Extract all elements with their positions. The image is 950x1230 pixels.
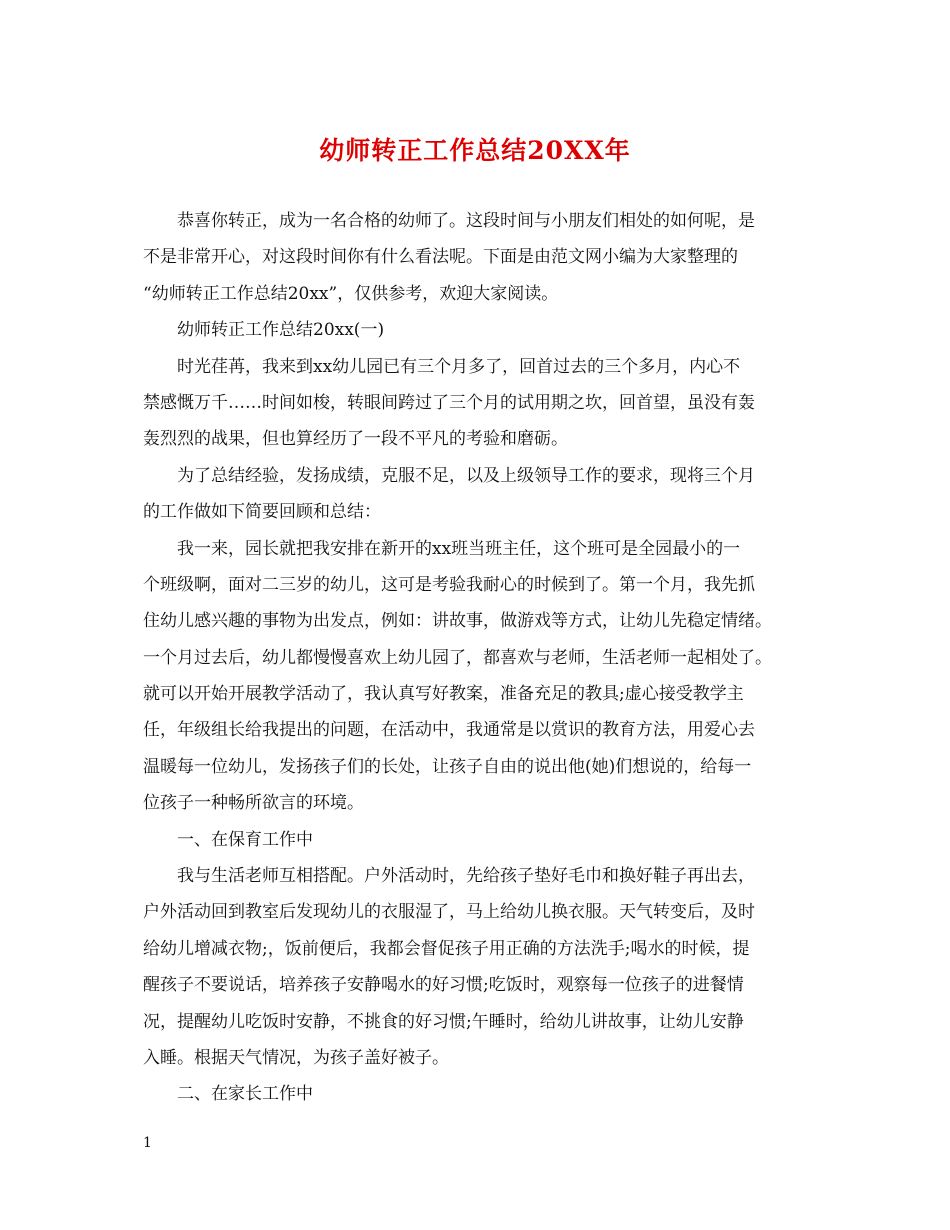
text-line: 的工作做如下简要回顾和总结： (143, 502, 381, 523)
text-line: 况，提醒幼儿吃饭时安静，不挑食的好习惯;午睡时，给幼儿讲故事，让幼儿安静 (143, 1011, 744, 1032)
document-title: 幼师转正工作总结20XX年 (319, 136, 631, 165)
page-number: 1 (143, 1135, 152, 1151)
text-line: 时光荏苒，我来到xx幼儿园已有三个月多了，回首过去的三个多月，内心不 (177, 356, 741, 377)
text-line: 醒孩子不要说话，培养孩子安静喝水的好习惯;吃饭时，观察每一位孩子的进餐情 (143, 975, 744, 996)
text-line: 就可以开始开展教学活动了，我认真写好教案，准备充足的教具;虚心接受教学主 (143, 684, 744, 705)
text-line: “幼师转正工作总结20xx”，仅供参考，欢迎大家阅读。 (143, 283, 559, 304)
text-line: 我一来，园长就把我安排在新开的xx班当班主任，这个班可是全园最小的一 (177, 538, 741, 559)
text-line: 二、在家长工作中 (177, 1084, 313, 1105)
text-line: 一、在保育工作中 (177, 829, 313, 850)
document-body (143, 203, 823, 1113)
text-line: 位孩子一种畅所欲言的环境。 (143, 793, 364, 814)
text-line: 入睡。根据天气情况，为孩子盖好被子。 (143, 1047, 449, 1068)
text-line: 为了总结经验，发扬成绩，克服不足，以及上级领导工作的要求，现将三个月 (177, 465, 755, 486)
text-line: 户外活动回到教室后发现幼儿的衣服湿了，马上给幼儿换衣服。天气转变后，及时 (143, 902, 755, 923)
text-line: 住幼儿感兴趣的事物为出发点，例如：讲故事，做游戏等方式，让幼儿先稳定情绪。 (143, 611, 772, 632)
text-line: 不是非常开心，对这段时间你有什么看法呢。下面是由范文网小编为大家整理的 (143, 247, 738, 268)
text-line: 恭喜你转正，成为一名合格的幼师了。这段时间与小朋友们相处的如何呢，是 (177, 211, 755, 231)
text-line: 温暖每一位幼儿，发扬孩子们的长处，让孩子自由的说出他(她)们想说的，给每一 (143, 756, 752, 777)
text-line: 一个月过去后，幼儿都慢慢喜欢上幼儿园了，都喜欢与老师，生活老师一起相处了。 (143, 647, 772, 668)
text-line: 个班级啊，面对二三岁的幼儿，这可是考验我耐心的时候到了。第一个月，我先抓 (143, 574, 755, 595)
text-line: 给幼儿增减衣物;，饭前便后，我都会督促孩子用正确的方法洗手;喝水的时候，提 (143, 938, 750, 959)
text-line: 任，年级组长给我提出的问题，在活动中，我通常是以赏识的教育方法，用爱心去 (143, 720, 755, 741)
text-line: 我与生活老师互相搭配。户外活动时，先给孩子垫好毛巾和换好鞋子再出去， (177, 866, 755, 887)
text-line: 幼师转正工作总结20xx(一) (177, 320, 385, 341)
text-line: 轰烈烈的战果，但也算经历了一段不平凡的考验和磨砺。 (143, 429, 568, 450)
text-line: 禁感慨万千……时间如梭，转眼间跨过了三个月的试用期之坎，回首望，虽没有轰 (143, 392, 755, 413)
